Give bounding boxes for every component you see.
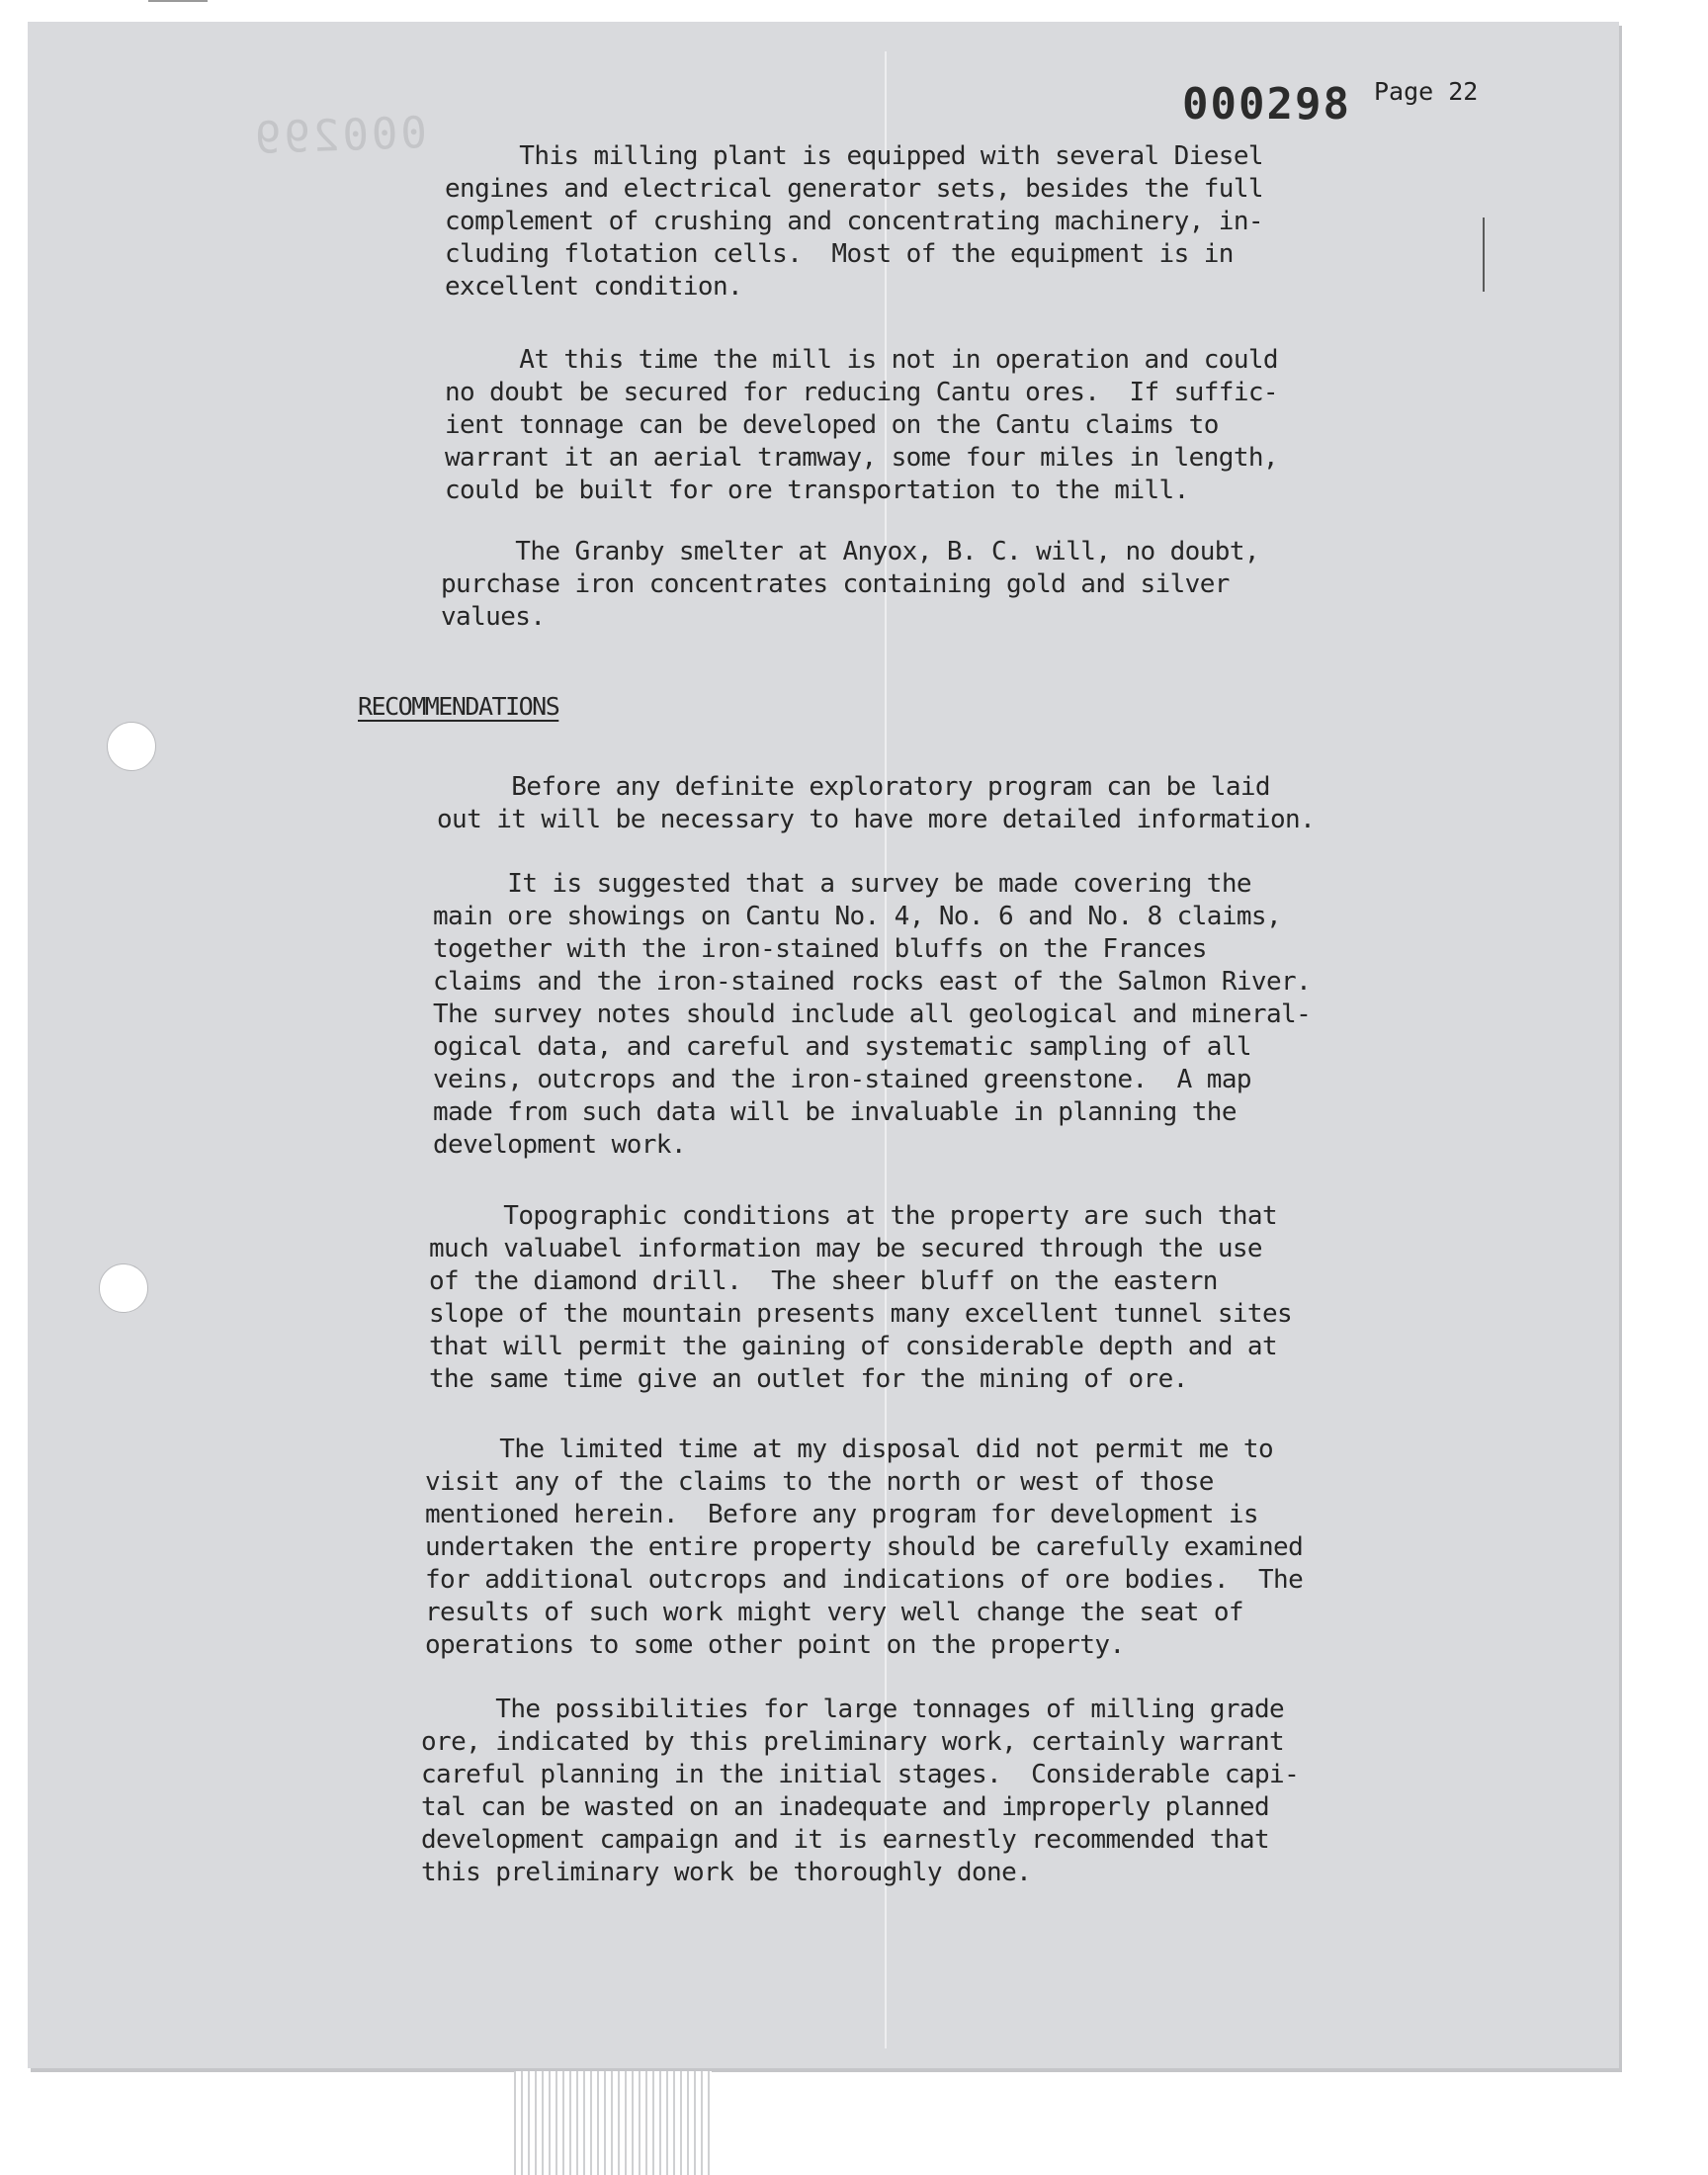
paragraph-possibilities: The possibilities for large tonnages of milling grade ore, indicated by this preliminary work, certainly warrant careful planning in the initial stages. Considerable capi- tal can be wasted on an inadequate and improperly planned development campaign and it is earnestly recommended that this preliminary work be thoroughly done. (421, 1695, 1300, 1887)
paragraph-granby-smelter: The Granby smelter at Anyox, B. C. will, no doubt, purchase iron concentrates containing gold and silver values. (441, 537, 1259, 632)
document-stamp-number: 000298 (1182, 79, 1351, 130)
punch-hole-upper (107, 722, 156, 771)
margin-pencil-mark (1483, 218, 1485, 292)
bleed-through-stamp: 000299 (251, 107, 428, 165)
paragraph-topographic-conditions: Topographic conditions at the property are such that much valuabel information may be secured through the use of the diamond drill. The sheer bluff on the eastern slope of the mountain presents many excellent tunnel sites that will permit the gaining of considerable depth and at the same time give an outlet for the mining of ore. (429, 1201, 1293, 1394)
paragraph-survey-suggestion: It is suggested that a survey be made covering the main ore showings on Cantu No. 4, No. 6 and No. 8 claims, together with the iron-stained bluffs on the Frances claims and the iron-stained rocks east of the Salmon River. The survey notes should include all geological and mineral- ogical data, and careful and systematic sampling of all veins, outcrops and the iron-stained greenstone. A map made from such data will be invaluable in planning the development work. (433, 869, 1312, 1160)
scan-artifact-top (148, 0, 208, 22)
paragraph-mill-operation: At this time the mill is not in operation and could no doubt be secured for reducing Cantu ores. If suffic- ient tonnage can be developed on the Cantu claims to warrant it an aerial tramway, some four miles in length, could be built for ore transportation to the mill. (445, 345, 1278, 505)
section-heading-recommendations: RECOMMENDATIONS (358, 692, 559, 721)
paragraph-limited-time: The limited time at my disposal did not permit me to visit any of the claims to the north or west of those mentioned herein. Before any program for development is undertaken the entire property should be carefully examined for additional outcrops and indications of ore bodies. The results of such work might very well change the seat of operations to some other point on the property. (425, 1435, 1304, 1660)
page-number: Page 22 (1374, 77, 1479, 106)
paragraph-milling-plant: This milling plant is equipped with several Diesel engines and electrical generator sets, besides the full complement of crushing and concentrating machinery, in- cluding flotation cells. Most of the equipment is in excellent condition. (445, 141, 1263, 302)
paragraph-exploratory-program: Before any definite exploratory program can be laid out it will be necessary to have more detailed information. (437, 772, 1316, 834)
punch-hole-lower (99, 1263, 148, 1313)
scan-artifact-bottom (514, 2071, 712, 2175)
